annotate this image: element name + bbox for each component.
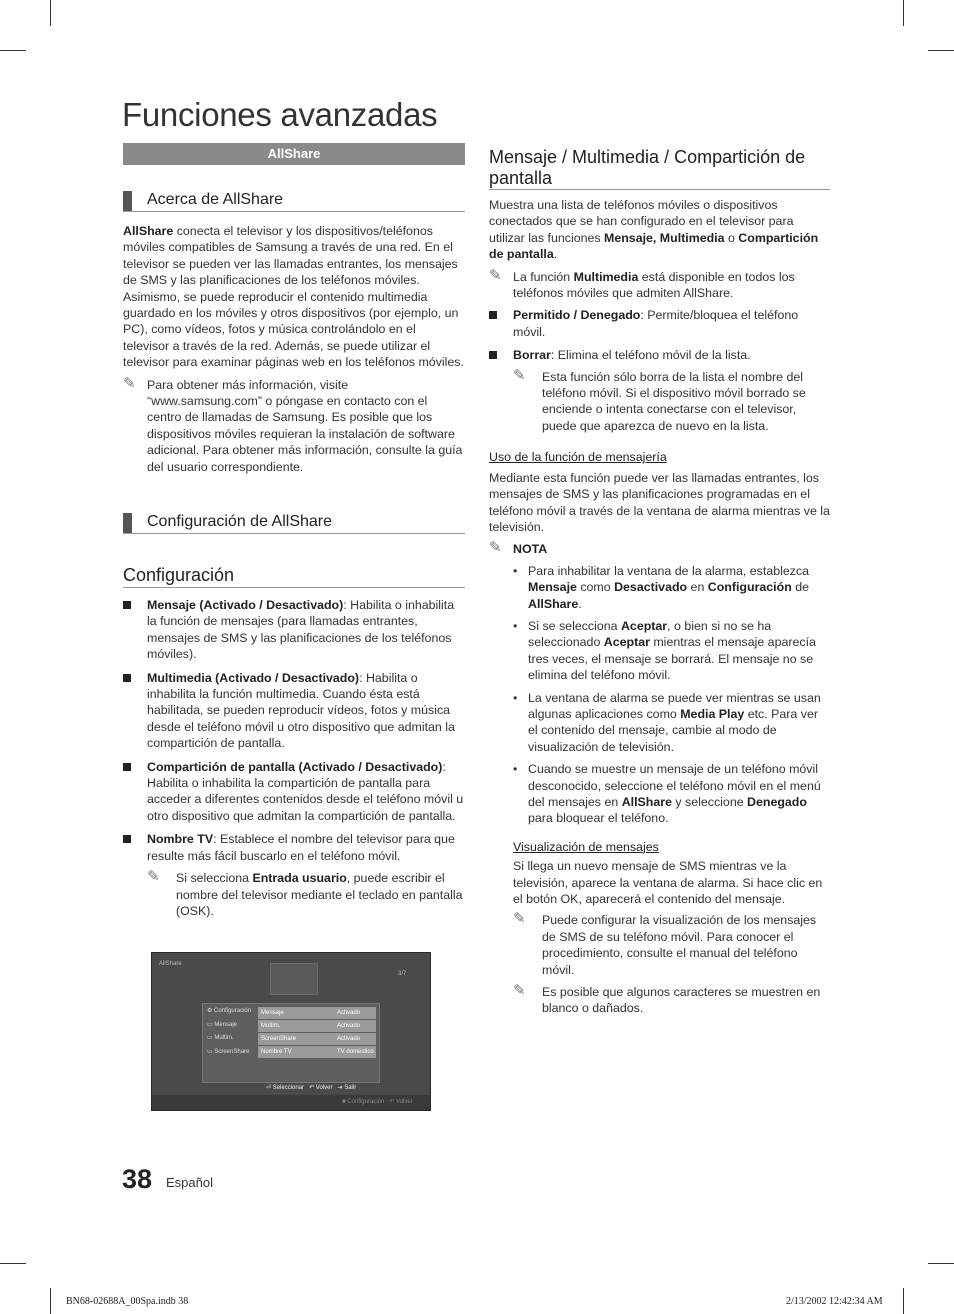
- square-bullet-icon: [123, 674, 131, 682]
- crop-mark: [903, 1288, 904, 1314]
- tv-footer-controls: ⏎ Seleccionar ↶ Volver ⇥ Salir: [266, 1085, 357, 1091]
- section-bar: AllShare: [123, 143, 465, 165]
- note-pencil-icon: ✎: [489, 266, 502, 284]
- square-bullet-icon: [123, 835, 131, 843]
- uso-paragraph: Mediante esta función puede ver las llamadas entrantes, los mensajes de SMS y las planificaciones programadas en el teléfono móvil a través de la ventana de alarma mientras ve la televisión.: [489, 470, 830, 534]
- list-item: Permitido / Denegado: Permite/bloquea el teléfono móvil.: [489, 307, 830, 340]
- intro-paragraph: Muestra una lista de teléfonos móviles o dispositivos conectados que se han configurado en el televisor para utilizar las funciones Mensaje, Multimedia o Compartición de pantalla.: [489, 198, 819, 262]
- tv-page-counter: 3/7: [398, 971, 407, 977]
- crop-mark: [903, 0, 904, 26]
- list-item: • La ventana de alarma se puede ver mientras se usan algunas aplicaciones como Media Play etc. Para ver el contenido del mensaje, cambie al modo de visualización de televisión.: [513, 690, 821, 754]
- print-file-name: BN68-02688A_00Spa.indb 38: [66, 1296, 189, 1307]
- tv-menu-row: ScreenShare Activado: [258, 1033, 376, 1045]
- note-pencil-icon: ✎: [489, 539, 502, 557]
- section-title-configuracion: Configuración: [123, 565, 465, 588]
- note-pencil-icon: ✎: [513, 366, 526, 384]
- list-item: Multimedia (Activado / Desactivado): Habilita o inhabilita la función multimedia. Cuando ésta está habilitada, se pueden reproducir vídeos, fotos y música desde el teléfono móvil u otro dispositivo que admitan la compartición de pantalla.: [123, 670, 465, 752]
- return-icon: ↶: [309, 1085, 315, 1091]
- list-item: Nombre TV: Establece el nombre del televisor para que resulte más fácil buscarlo en el teléfono móvil.: [123, 831, 465, 864]
- crop-mark: [0, 50, 26, 51]
- list-item: Mensaje (Activado / Desactivado): Habilita o inhabilita la función de mensajes (para llamadas entrantes, mensajes de SMS y las planificaciones de los teléfonos móviles).: [123, 597, 465, 663]
- list-item: Compartición de pantalla (Activado / Desactivado): Habilita o inhabilita la compartición de pantalla para acceder a diferentes contenidos desde el teléfono móvil u otro dispositivo que admitan la compartición de pantalla.: [123, 759, 465, 825]
- tv-menu-row: Nombre TV TV doméstico: [258, 1046, 376, 1058]
- crop-mark: [0, 1263, 26, 1264]
- tv-header: AllShare: [159, 961, 182, 967]
- acerca-paragraph: AllShare conecta el televisor y los dispositivos/teléfonos móviles compatibles de Samsung a través de una red. En el televisor se pueden ver las llamadas entrantes, los mensajes de SMS y las planificaciones de los teléfonos móviles. Asimismo, se puede reproducir el contenido multimedia guardado en los móviles y otros dispositivos (por ejemplo, un PC), como vídeos, fotos y música controlándolo en el televisor a través de la red. Además, se puede utilizar el televisor para examinar páginas web en los teléfonos móviles.: [123, 224, 464, 370]
- tv-decoration: [270, 963, 318, 995]
- tv-bottom-guide: ■ Configuración ↶ Volver: [342, 1099, 413, 1105]
- crop-mark: [50, 0, 51, 26]
- subheading-configuracion-allshare: Configuración de AllShare: [123, 511, 465, 534]
- caracteres-note: ✎ Es posible que algunos caracteres se muestren en blanco o dañados.: [513, 982, 821, 1016]
- note-pencil-icon: ✎: [513, 982, 526, 1000]
- acerca-body: [123, 223, 465, 475]
- right-body: [489, 197, 830, 1017]
- multimedia-note: ✎ La función Multimedia está disponible en todos los teléfonos móviles que admiten AllShare.: [489, 266, 795, 301]
- print-datetime: 2/13/2002 12:42:34 AM: [786, 1296, 883, 1307]
- subheading-visualizacion: Visualización de mensajes: [513, 839, 659, 854]
- tv-menu: [202, 1003, 380, 1083]
- crop-mark: [928, 1263, 954, 1264]
- list-item: Borrar: Elimina el teléfono móvil de la lista.: [489, 347, 830, 363]
- nota-label: ✎ NOTA: [489, 539, 548, 557]
- crop-mark: [928, 50, 954, 51]
- tv-side-item: ▭ Mensaje: [207, 1022, 238, 1028]
- tv-menu-row: Mensaje Activado: [258, 1007, 376, 1019]
- square-bullet-icon: [489, 351, 497, 359]
- visualizacion-paragraph: Si llega un nuevo mensaje de SMS mientras ve la televisión, aparece la ventana de alarma. Si hace clic en el botón OK, aparecerá el contenido del mensaje.: [513, 859, 823, 907]
- subheading-acerca: Acerca de AllShare: [123, 189, 465, 212]
- note-pencil-icon: ✎: [513, 910, 526, 928]
- note-pencil-icon: ✎: [147, 868, 160, 886]
- section-title-mensaje: Mensaje / Multimedia / Compartición de pantalla: [489, 147, 830, 190]
- exit-icon: ⇥: [337, 1085, 343, 1091]
- tv-screen-illustration: [151, 952, 431, 1111]
- tv-side-item: ▭ ScreenShare: [207, 1049, 250, 1055]
- visualizacion-note: ✎ Puede configurar la visualización de los mensajes de SMS de su teléfono móvil. Para conocer el procedimiento, consulte el manual del teléfono móvil.: [513, 910, 817, 977]
- square-bullet-icon: [123, 601, 131, 609]
- tv-side-item: ▭ Multim.: [207, 1035, 234, 1041]
- page-number: 38: [122, 1164, 153, 1194]
- config-list: [123, 597, 465, 919]
- language-label: Español: [166, 1175, 213, 1190]
- subheading-uso: Uso de la función de mensajería: [489, 450, 667, 465]
- nota-list: [489, 563, 830, 827]
- list-item: • Cuando se muestre un mensaje de un teléfono móvil desconocido, seleccione el teléfono móvil en el menú del mensajes en AllShare y seleccione Denegado para bloquear el teléfono.: [513, 762, 821, 826]
- nombre-tv-note: ✎ Si selecciona Entrada usuario, puede escribir el nombre del televisor mediante el teclado en pantalla (OSK).: [147, 868, 463, 918]
- enter-icon: ⏎: [266, 1085, 272, 1091]
- heading-marker-icon: [123, 191, 132, 211]
- list-item: • Si se selecciona Aceptar, o bien si no se ha seleccionado Aceptar mientras el mensaje aparecía tres veces, el mensaje se borrará. El mensaje no se elimina del teléfono móvil.: [513, 618, 816, 683]
- page-title: Funciones avanzadas: [122, 96, 438, 133]
- tv-side-item: ⚙ Configuración: [207, 1008, 252, 1014]
- list-item: • Para inhabilitar la ventana de la alarma, establezca Mensaje como Desactivado en Configuración de AllShare.: [513, 563, 810, 611]
- square-bullet-icon: [123, 763, 131, 771]
- crop-mark: [50, 1288, 51, 1314]
- heading-marker-icon: [123, 513, 132, 533]
- visualizacion-block: [489, 839, 830, 1017]
- square-bullet-icon: [489, 311, 497, 319]
- borrar-note: ✎ Esta función sólo borra de la lista el nombre del teléfono móvil. Si el dispositivo móvil borrado se enciende o intenta conectarse con el televisor, puede que aparezca de nuevo en la lista.: [513, 366, 806, 433]
- note-pencil-icon: ✎: [123, 374, 136, 392]
- acerca-note: ✎ Para obtener más información, visite “www.samsung.com” o póngase en contacto con el centro de llamadas de Samsung. Es posible que los dispositivos móviles requieran la instalación de software adicional. Para obtener más información, consulte la guía del usuario correspondiente.: [123, 374, 463, 474]
- tv-menu-row: Multim. Activado: [258, 1020, 376, 1032]
